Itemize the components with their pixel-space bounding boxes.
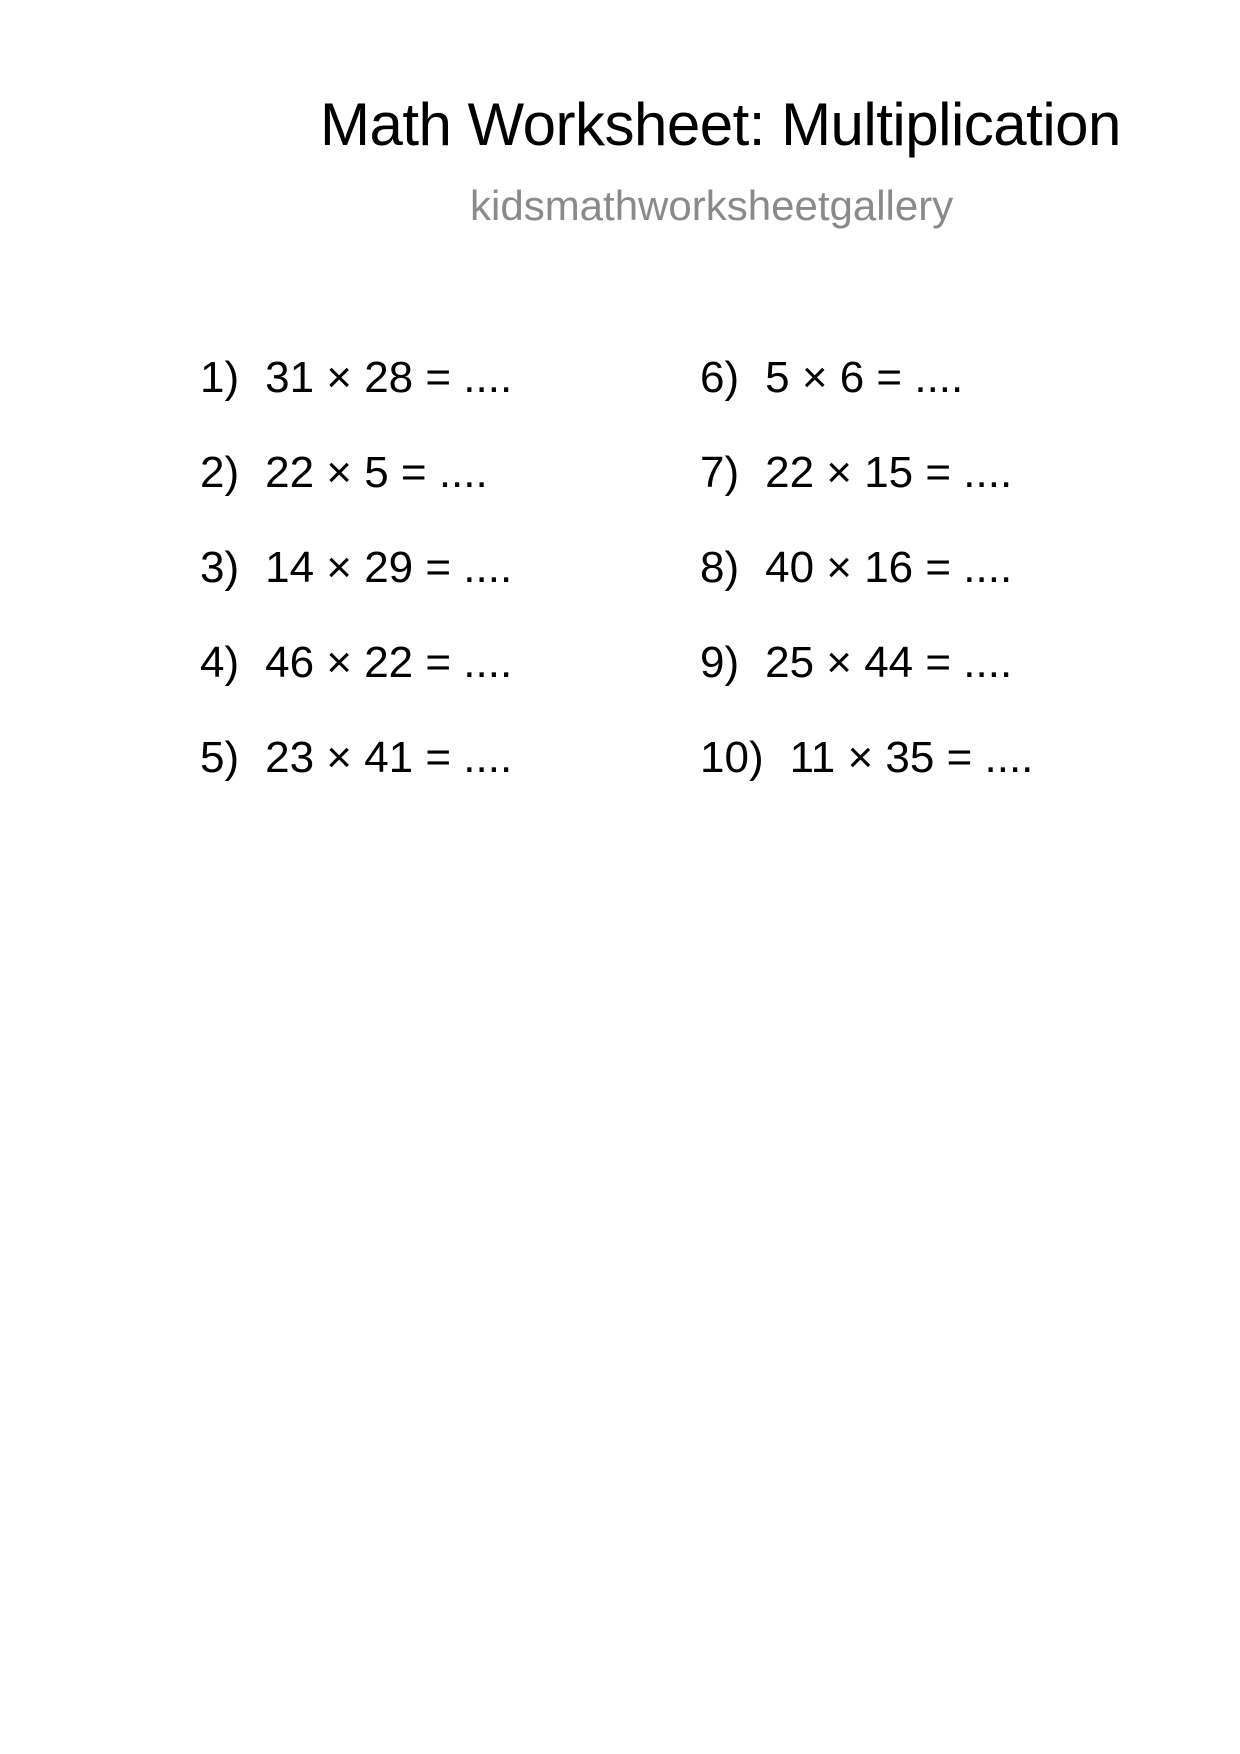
- problem-expression: 25 × 44 = ....: [765, 638, 1013, 687]
- problem-number: 10): [700, 733, 764, 782]
- problem-item: [700, 733, 1034, 782]
- problem-item: [200, 733, 513, 782]
- problem-item: [200, 448, 488, 497]
- problem-expression: 22 × 15 = ....: [765, 448, 1013, 497]
- problem-item: [700, 543, 1013, 592]
- problem-number: 1): [200, 353, 240, 402]
- problem-item: [700, 353, 964, 402]
- problem-expression: 23 × 41 = ....: [265, 733, 513, 782]
- problem-expression: 5 × 6 = ....: [765, 353, 964, 402]
- problem-expression: 11 × 35 = ....: [789, 733, 1034, 782]
- problem-item: [200, 353, 513, 402]
- problem-number: 3): [200, 543, 240, 592]
- problem-number: 7): [700, 448, 740, 497]
- problem-item: [700, 638, 1013, 687]
- problem-number: 6): [700, 353, 740, 402]
- problem-item: [200, 638, 513, 687]
- problem-number: 8): [700, 543, 740, 592]
- problem-expression: 31 × 28 = ....: [265, 353, 513, 402]
- problem-expression: 14 × 29 = ....: [265, 543, 513, 592]
- problem-list: [0, 0, 1240, 800]
- problem-expression: 46 × 22 = ....: [265, 638, 513, 687]
- problem-number: 2): [200, 448, 240, 497]
- problem-number: 5): [200, 733, 240, 782]
- problem-number: 4): [200, 638, 240, 687]
- problem-item: [200, 543, 513, 592]
- problem-number: 9): [700, 638, 740, 687]
- worksheet-title: Math Worksheet: Multiplication: [320, 91, 1121, 158]
- problem-item: [700, 448, 1013, 497]
- problem-expression: 40 × 16 = ....: [765, 543, 1013, 592]
- problem-expression: 22 × 5 = ....: [265, 448, 488, 497]
- worksheet-subtitle: kidsmathworksheetgallery: [470, 182, 954, 229]
